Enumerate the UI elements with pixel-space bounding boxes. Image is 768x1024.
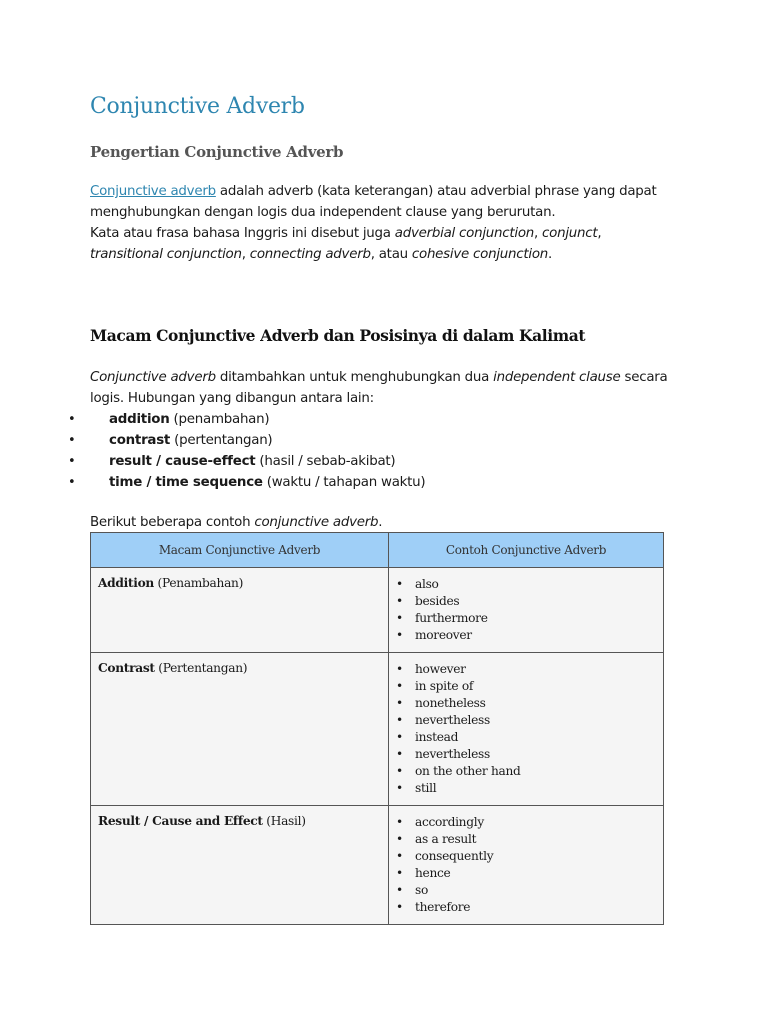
separator: , xyxy=(241,247,250,262)
sentence-end: . xyxy=(548,247,553,262)
examples-table xyxy=(90,532,664,925)
example-item: • in spite of xyxy=(396,678,657,695)
relation-types-list xyxy=(68,409,425,493)
type-cell xyxy=(91,806,389,925)
column-header-type: Macam Conjunctive Adverb xyxy=(91,533,389,568)
intro-end: . xyxy=(378,515,383,530)
type-meaning: (hasil / sebab-akibat) xyxy=(255,454,396,469)
type-name: time / time sequence xyxy=(109,475,263,490)
type-meaning: (waktu / tahapan waktu) xyxy=(262,475,426,490)
example-item: • nonetheless xyxy=(396,695,657,712)
definition-text: adalah adverb (kata keterangan) atau adverbial phrase yang dapat menghubungkan dengan logis dua independent clause yang berurutan. xyxy=(90,184,657,220)
type-name: result / cause-effect xyxy=(109,454,256,469)
type-translation: (Pertentangan) xyxy=(154,661,248,675)
synonym-term: cohesive conjunction xyxy=(411,247,549,262)
examples-cell xyxy=(389,653,664,806)
section-heading: Macam Conjunctive Adverb dan Posisinya di dalam Kalimat xyxy=(90,326,586,345)
synonym-term: adverbial conjunction xyxy=(394,226,535,241)
term: independent clause xyxy=(493,370,621,385)
example-item: • consequently xyxy=(396,848,657,865)
paragraph-text: ditambahkan untuk menghubungkan dua xyxy=(215,370,494,385)
list-item xyxy=(68,409,425,430)
type-meaning: (penambahan) xyxy=(169,412,270,427)
table-row xyxy=(91,653,664,806)
table-intro xyxy=(90,512,675,533)
types-paragraph xyxy=(90,367,675,409)
type-cell xyxy=(91,568,389,653)
type-label: Result / Cause and Effect xyxy=(98,814,263,828)
example-item: • therefore xyxy=(396,899,657,916)
section-subtitle: Pengertian Conjunctive Adverb xyxy=(90,143,344,161)
example-item: • instead xyxy=(396,729,657,746)
example-item: • nevertheless xyxy=(396,746,657,763)
synonym-term: transitional conjunction xyxy=(90,247,242,262)
paragraph-text: secara logis. Hubungan yang dibangun antara lain: xyxy=(90,370,668,406)
type-meaning: (pertentangan) xyxy=(170,433,273,448)
list-item xyxy=(68,451,425,472)
examples-cell xyxy=(389,806,664,925)
type-cell xyxy=(91,653,389,806)
type-translation: (Hasil) xyxy=(262,814,306,828)
examples-cell xyxy=(389,568,664,653)
example-item: • hence xyxy=(396,865,657,882)
separator: , xyxy=(534,226,543,241)
list-item xyxy=(68,472,425,493)
example-item: • accordingly xyxy=(396,814,657,831)
type-label: Contrast xyxy=(98,661,155,675)
table-row xyxy=(91,806,664,925)
column-header-examples: Contoh Conjunctive Adverb xyxy=(389,533,664,568)
type-translation: (Penambahan) xyxy=(153,576,244,590)
example-item: • furthermore xyxy=(396,610,657,627)
synonym-term: connecting adverb xyxy=(249,247,371,262)
page-title: Conjunctive Adverb xyxy=(90,94,305,119)
example-item: • however xyxy=(396,661,657,678)
example-item: • as a result xyxy=(396,831,657,848)
example-item: • besides xyxy=(396,593,657,610)
example-item: • so xyxy=(396,882,657,899)
conjunctive-adverb-link[interactable]: Conjunctive adverb xyxy=(90,184,216,199)
example-item: • also xyxy=(396,576,657,593)
example-item: • on the other hand xyxy=(396,763,657,780)
table-row xyxy=(91,568,664,653)
term: Conjunctive adverb xyxy=(90,370,216,385)
type-name: contrast xyxy=(109,433,171,448)
list-item xyxy=(68,430,425,451)
synonym-term: conjunct xyxy=(542,226,598,241)
intro-text: Berikut beberapa contoh xyxy=(90,515,255,530)
type-label: Addition xyxy=(98,576,154,590)
separator: , xyxy=(597,226,602,241)
table-header-row xyxy=(91,533,664,568)
examples-list xyxy=(396,661,657,797)
synonyms-text: Kata atau frasa bahasa Inggris ini disebut juga xyxy=(90,226,395,241)
examples-list xyxy=(396,576,657,644)
example-item: • nevertheless xyxy=(396,712,657,729)
intro-term: conjunctive adverb xyxy=(254,515,379,530)
type-name: addition xyxy=(109,412,170,427)
example-item: • still xyxy=(396,780,657,797)
example-item: • moreover xyxy=(396,627,657,644)
definition-paragraph xyxy=(90,181,675,265)
examples-list xyxy=(396,814,657,916)
separator: , atau xyxy=(370,247,412,262)
